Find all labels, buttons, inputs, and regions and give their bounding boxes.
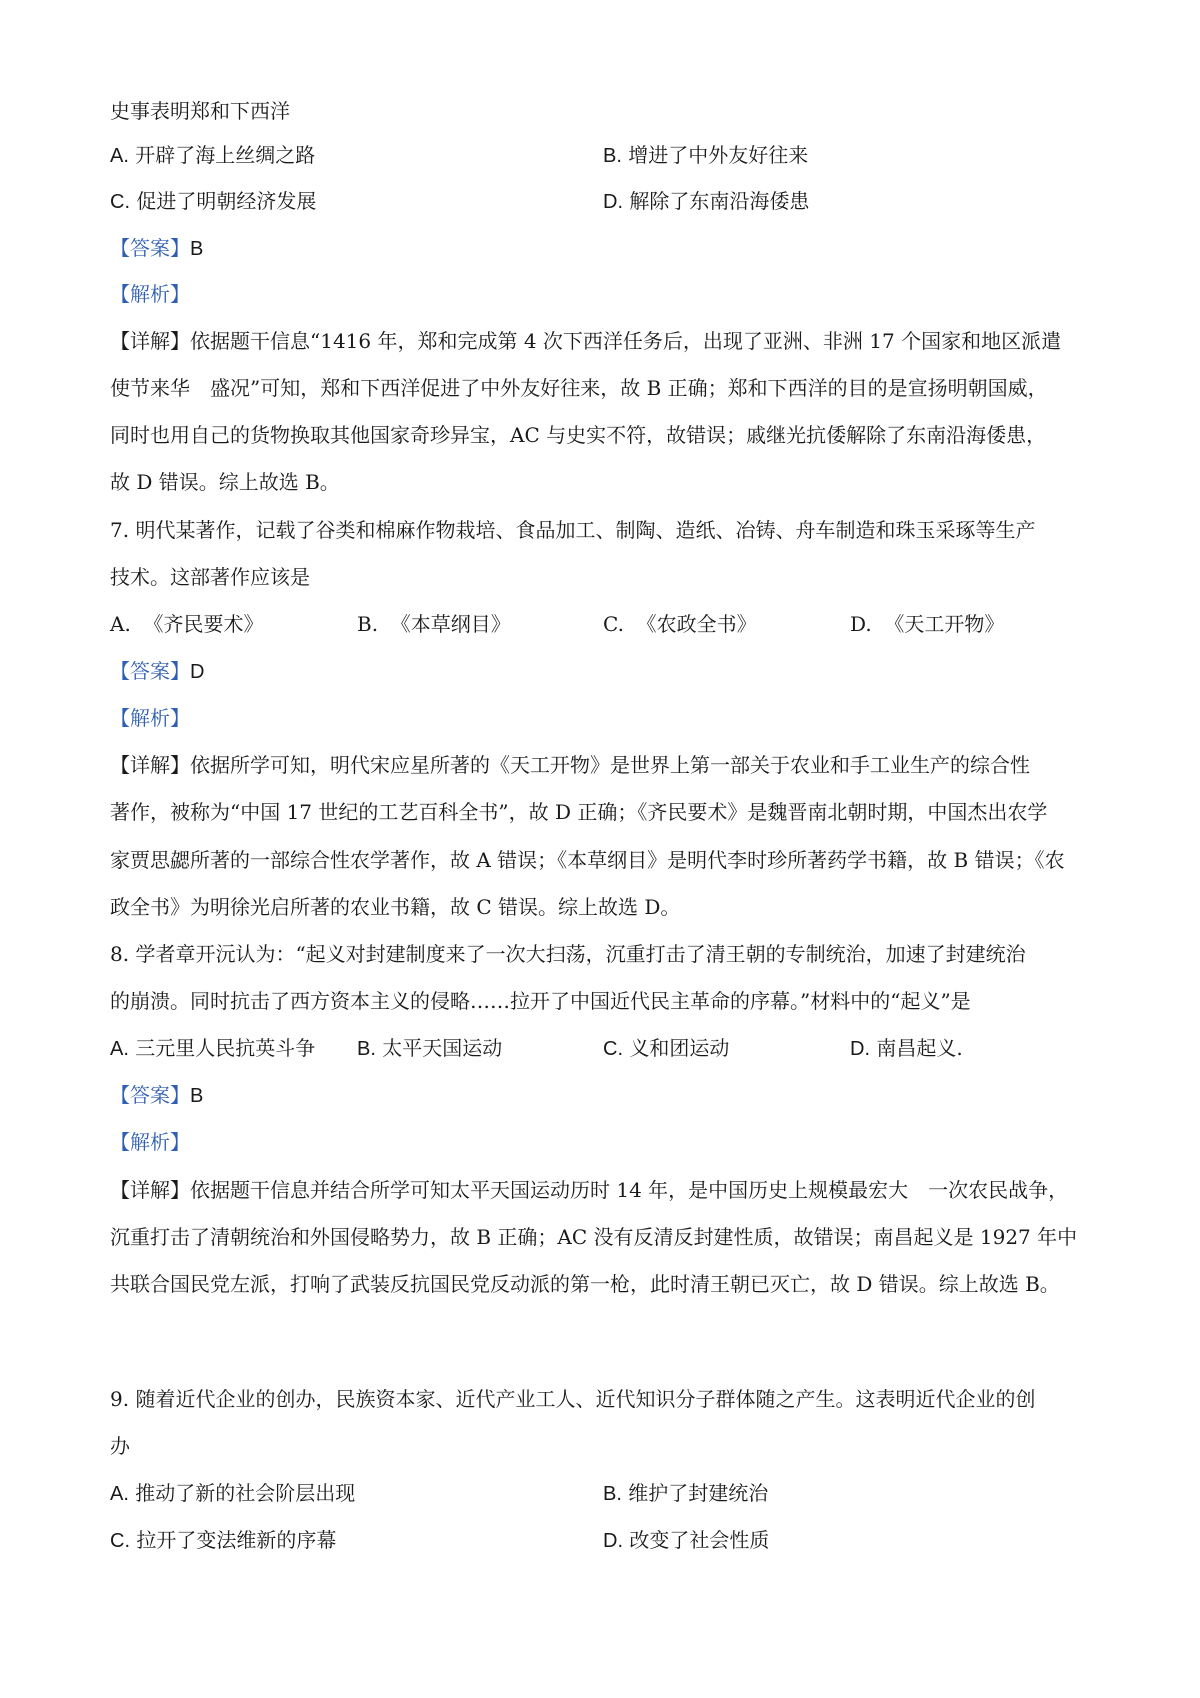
option-text: 开辟了海上丝绸之路 [135, 143, 316, 167]
q8-option-c [603, 1033, 729, 1064]
q9-option-b [603, 1478, 768, 1509]
q6-stem-tail: 史事表明郑和下西洋 [110, 99, 290, 123]
option-text: 太平天国运动 [382, 1036, 503, 1060]
q7-detail-line-3: 家贾思勰所著的一部综合性农学著作，故 A 错误；《本草纲目》是明代李时珍所著药学书籍，故 B 错误；《农 [110, 848, 1065, 872]
option-text: 《农政全书》 [636, 612, 757, 636]
q7-analysis-label: 【解析】 [110, 706, 190, 730]
option-letter: A. [110, 1483, 129, 1505]
option-text: 促进了明朝经济发展 [136, 189, 317, 213]
q8-detail-line-1 [110, 1175, 1095, 1205]
option-text: 推动了新的社会阶层出现 [135, 1481, 356, 1505]
q7-stem-line-1: 7. 明代某著作，记载了谷类和棉麻作物栽培、食品加工、制陶、造纸、冶铸、舟车制造和珠玉采琢等生产 [110, 518, 1036, 542]
q9-option-c [110, 1525, 336, 1556]
option-letter: D. [603, 191, 623, 213]
q6-detail-line-1 [110, 326, 1095, 356]
q7-detail-line-1 [110, 750, 1095, 780]
q9-stem-line-1: 9. 随着近代企业的创办，民族资本家、近代产业工人、近代知识分子群体随之产生。这表明近代企业的创 [110, 1387, 1036, 1411]
q8-detail-line-3: 共联合国民党左派，打响了武装反抗国民党反动派的第一枪，此时清王朝已灭亡，故 D 错误。综上故选 B。 [110, 1272, 1060, 1296]
option-text: 增进了中外友好往来 [628, 143, 809, 167]
q8-option-a [110, 1033, 315, 1064]
q8-stem-line-2: 的崩溃。同时抗击了西方资本主义的侵略……拉开了中国近代民主革命的序幕。”材料中的“起义”是 [110, 989, 971, 1013]
q7-option-d [850, 609, 1004, 639]
answer-value: B [190, 238, 204, 260]
option-letter: B. [603, 1483, 622, 1505]
detail-text: 依据题干信息“1416 年，郑和完成第 4 次下西洋任务后，出现了亚洲、非洲 17 个国家和地区派遣 [190, 329, 1062, 353]
q6-option-c [110, 186, 316, 217]
q6-detail-line-2: 使节来华 盛况”可知，郑和下西洋促进了中外友好往来，故 B 正确；郑和下西洋的目的是宣扬明朝国威， [110, 376, 1048, 400]
detail-text: 依据所学可知，明代宋应星所著的《天工开物》是世界上第一部关于农业和手工业生产的综合性 [190, 753, 1030, 777]
q8-analysis-label: 【解析】 [110, 1130, 190, 1154]
option-letter: D. [850, 612, 872, 636]
q9-option-d [603, 1525, 769, 1556]
q6-option-d [603, 186, 809, 217]
option-letter: C. [110, 1530, 130, 1552]
q6-option-b [603, 140, 808, 171]
detail-label: 【详解】 [110, 1178, 190, 1202]
q6-analysis-label: 【解析】 [110, 282, 190, 306]
option-text: 南昌起义. [876, 1036, 963, 1060]
option-text: 解除了东南沿海倭患 [629, 189, 810, 213]
option-letter: C. [110, 191, 130, 213]
q7-option-a [110, 609, 264, 639]
option-letter: B. [357, 1038, 376, 1060]
option-text: 维护了封建统治 [628, 1481, 769, 1505]
option-letter: A. [110, 145, 129, 167]
detail-label: 【详解】 [110, 753, 190, 777]
q9-option-a [110, 1478, 355, 1509]
option-letter: D. [603, 1530, 623, 1552]
option-letter: A. [110, 612, 131, 636]
q7-answer [110, 656, 1095, 687]
option-letter: B. [357, 612, 379, 636]
option-text: 义和团运动 [629, 1036, 730, 1060]
option-letter: B. [603, 145, 622, 167]
q7-stem-line-2: 技术。这部著作应该是 [110, 565, 310, 589]
detail-text: 依据题干信息并结合所学可知太平天国运动历时 14 年，是中国历史上规模最宏大 一次农民战争， [190, 1178, 1069, 1202]
answer-value: B [190, 1085, 204, 1107]
q8-answer [110, 1080, 1095, 1111]
option-text: 《齐民要术》 [143, 612, 264, 636]
q9-stem-line-2: 办 [110, 1434, 130, 1458]
option-letter: C. [603, 612, 624, 636]
option-text: 《本草纲目》 [390, 612, 511, 636]
answer-label: 【答案】 [110, 659, 190, 683]
answer-value: D [190, 661, 205, 683]
option-text: 改变了社会性质 [629, 1528, 770, 1552]
q7-option-b [357, 609, 511, 639]
q6-detail-line-3: 同时也用自己的货物换取其他国家奇珍异宝，AC 与史实不符，故错误；戚继光抗倭解除了东南沿海倭患， [110, 423, 1047, 447]
answer-label: 【答案】 [110, 1083, 190, 1107]
q7-option-c [603, 609, 757, 639]
q6-option-a [110, 140, 315, 171]
detail-label: 【详解】 [110, 329, 190, 353]
q8-option-b [357, 1033, 502, 1064]
q6-answer [110, 233, 1095, 264]
q6-detail-line-4: 故 D 错误。综上故选 B。 [110, 470, 340, 494]
option-letter: A. [110, 1038, 129, 1060]
q8-detail-line-2: 沉重打击了清朝统治和外国侵略势力，故 B 正确；AC 没有反清反封建性质，故错误；南昌起义是 1927 年中 [110, 1225, 1078, 1249]
option-text: 拉开了变法维新的序幕 [136, 1528, 337, 1552]
answer-label: 【答案】 [110, 236, 190, 260]
q7-detail-line-4: 政全书》为明徐光启所著的农业书籍，故 C 错误。综上故选 D。 [110, 895, 681, 919]
option-letter: C. [603, 1038, 623, 1060]
q7-detail-line-2: 著作，被称为“中国 17 世纪的工艺百科全书”，故 D 正确；《齐民要术》是魏晋南北朝时期，中国杰出农学 [110, 800, 1048, 824]
option-letter: D. [850, 1038, 870, 1060]
option-text: 三元里人民抗英斗争 [135, 1036, 316, 1060]
q8-option-d [850, 1033, 963, 1064]
option-text: 《天工开物》 [884, 612, 1005, 636]
q8-stem-line-1: 8. 学者章开沅认为：“起义对封建制度来了一次大扫荡，沉重打击了清王朝的专制统治，加速了封建统治 [110, 942, 1026, 966]
